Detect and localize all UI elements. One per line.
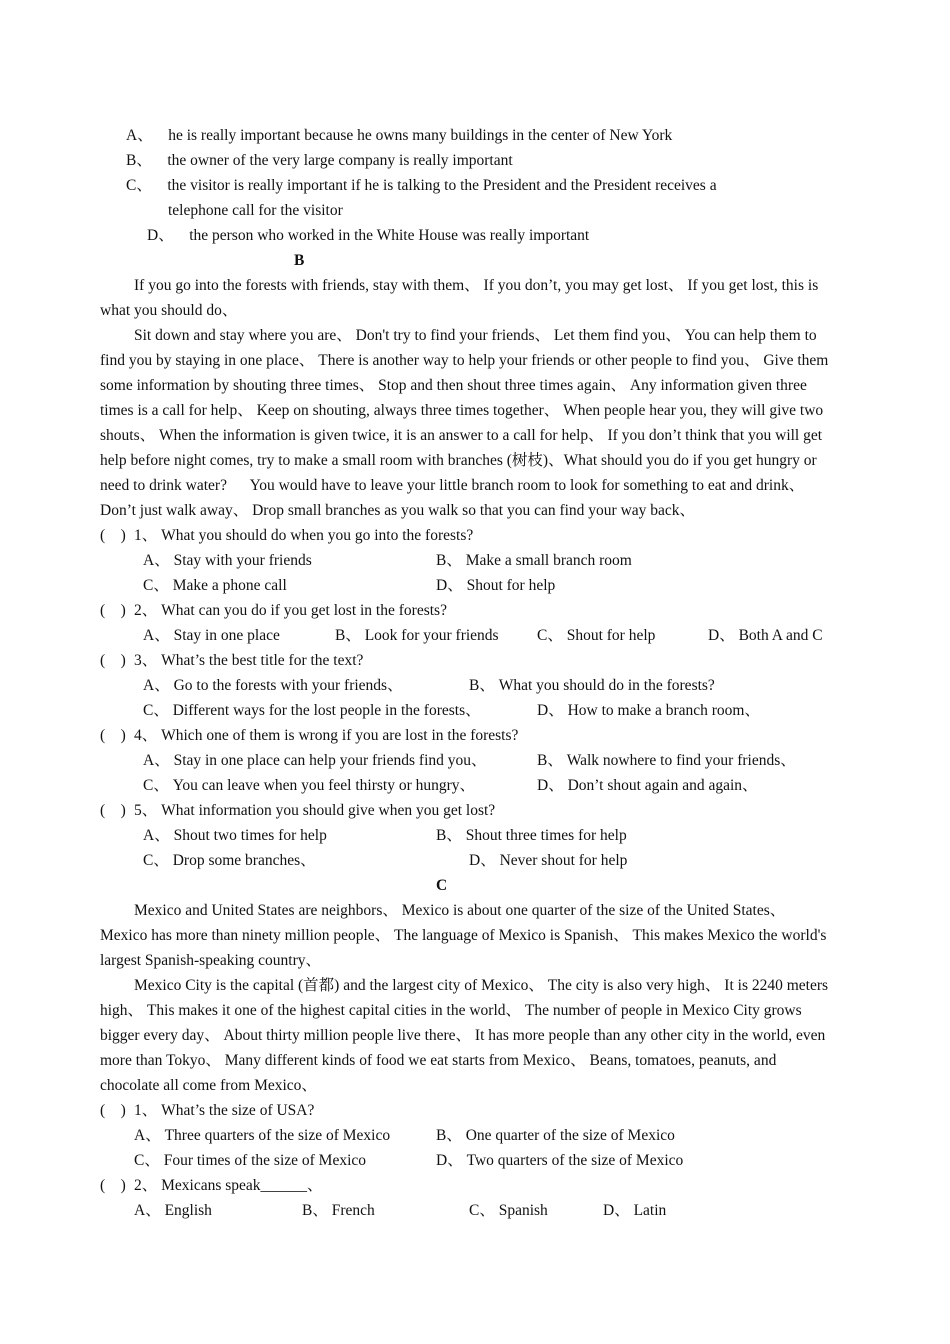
section-c-p2-line: more than Tokyo、 Many different kinds of food we eat starts from Mexico、 Beans, tomatoes, peanuts, and	[100, 1052, 777, 1069]
section-b-p1-line: If you go into the forests with friends, stay with them、 If you don’t, you may get lost、 If you get lost, this is	[134, 277, 819, 294]
question-text: 4、 Which one of them is wrong if you are lost in the forests?	[134, 727, 519, 744]
section-b-heading: B	[294, 252, 305, 269]
choice-d: D、 Both A and C	[708, 627, 823, 644]
choice-d: D、 Shout for help	[436, 577, 556, 594]
choice-c: C、 You can leave when you feel thirsty or hungry、	[143, 777, 476, 794]
section-c-p2-line: chocolate all come from Mexico、	[100, 1077, 317, 1094]
question-text: 2、 Mexicans speak______、	[134, 1177, 323, 1194]
section-c-p2-line: high、 This makes it one of the highest capital cities in the world、 The number of people in Mexico City grows	[100, 1002, 802, 1019]
choice-c: C、 Spanish	[469, 1202, 548, 1219]
section-b-p2-line: help before night comes, try to make a small room with branches (树枝)、What should you do if you get hungry or	[100, 452, 817, 469]
choice-d: D、 How to make a branch room、	[537, 702, 760, 719]
choice-a: A、 English	[134, 1202, 212, 1219]
question-text: 3、 What’s the best title for the text?	[134, 652, 364, 669]
choice-b: B、 Look for your friends	[335, 627, 499, 644]
choice-a: A、 Stay in one place	[143, 627, 280, 644]
choice-a: A、 Shout two times for help	[143, 827, 327, 844]
option-c-line1: C、 the visitor is really important if he is talking to the President and the President receives a	[126, 177, 717, 194]
section-c-p2-line: Mexico City is the capital (首都) and the largest city of Mexico、 The city is also very high、 It is 2240 meters	[134, 977, 829, 994]
option-b: B、 the owner of the very large company is really important	[126, 152, 513, 169]
section-c-p1-line: Mexico and United States are neighbors、 Mexico is about one quarter of the size of the United States、	[134, 902, 786, 919]
choice-b: B、 What you should do in the forests?	[469, 677, 715, 694]
question-text: 1、 What’s the size of USA?	[134, 1102, 315, 1119]
section-b-p2-line: some information by shouting three times、 Stop and then shout three times again、 Any information given three	[100, 377, 807, 394]
choice-c: C、 Different ways for the lost people in the forests、	[143, 702, 481, 719]
section-c-p1-line: Mexico has more than ninety million people、 The language of Mexico is Spanish、 This makes Mexico the world's	[100, 927, 827, 944]
answer-blank[interactable]: ( )	[100, 727, 126, 744]
choice-c: C、 Four times of the size of Mexico	[134, 1152, 367, 1169]
section-b-p2-line: times is a call for help、 Keep on shouting, always three times together、 When people hear you, they will give two	[100, 402, 824, 419]
option-c-line2: telephone call for the visitor	[168, 202, 343, 219]
choice-d: D、 Latin	[603, 1202, 667, 1219]
answer-blank[interactable]: ( )	[100, 1177, 126, 1194]
question-text: 2、 What can you do if you get lost in the forests?	[134, 602, 447, 619]
section-b-p2-line: need to drink water? You would have to leave your little branch room to look for something to eat and drink、	[100, 477, 805, 494]
section-c-p1-line: largest Spanish-speaking country、	[100, 952, 321, 969]
answer-blank[interactable]: ( )	[100, 652, 126, 669]
section-c-heading: C	[436, 877, 448, 894]
choice-c: C、 Drop some branches、	[143, 852, 316, 869]
choice-c: C、 Make a phone call	[143, 577, 287, 594]
section-c-p2-line: bigger every day、 About thirty million people live there、 It has more people than any other city in the world, even	[100, 1027, 826, 1044]
section-b-p2-line: shouts、 When the information is given twice, it is an answer to a call for help、 If you don’t think that you will get	[100, 427, 823, 444]
answer-blank[interactable]: ( )	[100, 1102, 126, 1119]
choice-b: B、 One quarter of the size of Mexico	[436, 1127, 675, 1144]
answer-blank[interactable]: ( )	[100, 802, 126, 819]
section-b-p2-line: find you by staying in one place、 There is another way to help your friends or other people to find you、 Give them	[100, 352, 829, 369]
choice-b: B、 Shout three times for help	[436, 827, 627, 844]
choice-a: A、 Stay in one place can help your friends find you、	[143, 752, 487, 769]
choice-d: D、 Never shout for help	[469, 852, 628, 869]
choice-b: B、 Walk nowhere to find your friends、	[537, 752, 796, 769]
option-d: D、 the person who worked in the White House was really important	[147, 227, 590, 244]
answer-blank[interactable]: ( )	[100, 527, 126, 544]
choice-d: D、 Two quarters of the size of Mexico	[436, 1152, 684, 1169]
choice-d: D、 Don’t shout again and again、	[537, 777, 758, 794]
choice-a: A、 Three quarters of the size of Mexico	[134, 1127, 391, 1144]
question-text: 1、 What you should do when you go into the forests?	[134, 527, 474, 544]
option-a: A、 he is really important because he owns many buildings in the center of New York	[126, 127, 673, 144]
section-b-p2-line: Sit down and stay where you are、 Don't try to find your friends、 Let them find you、 You can help them to	[134, 327, 817, 344]
section-b-p1-line: what you should do、	[100, 302, 238, 319]
answer-blank[interactable]: ( )	[100, 602, 126, 619]
choice-b: B、 French	[302, 1202, 375, 1219]
section-b-p2-line: Don’t just walk away、 Drop small branches as you walk so that you can find your way back、	[100, 502, 696, 519]
question-text: 5、 What information you should give when you get lost?	[134, 802, 496, 819]
choice-c: C、 Shout for help	[537, 627, 656, 644]
choice-a: A、 Go to the forests with your friends、	[143, 677, 403, 694]
choice-a: A、 Stay with your friends	[143, 552, 312, 569]
choice-b: B、 Make a small branch room	[436, 552, 632, 569]
